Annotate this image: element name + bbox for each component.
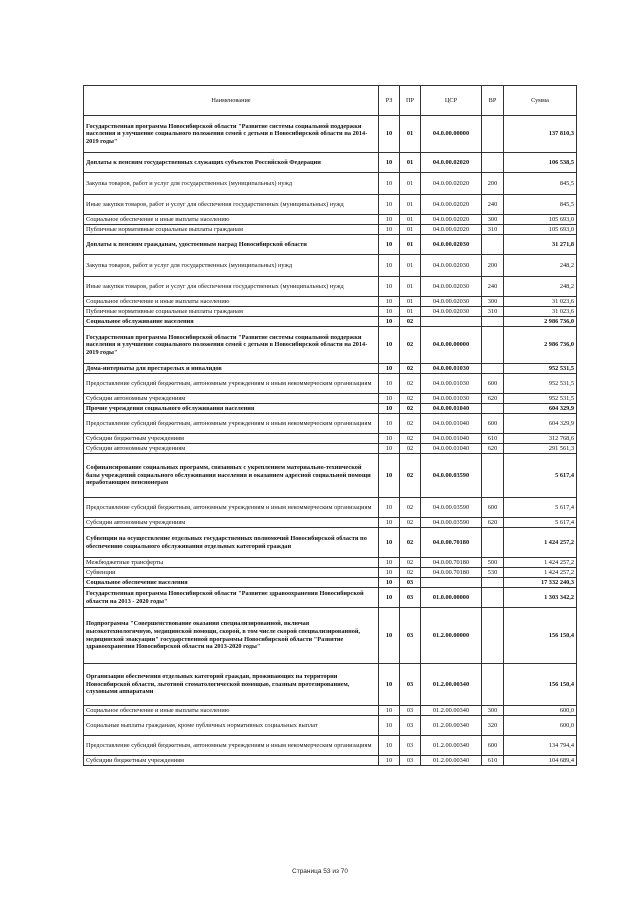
cell-name: Организация обеспечения отдельных категорий граждан, проживающих на территории Новосибирской области, льготной стоматологической помощью, глазным протезированием, слуховыми аппаратами (84, 664, 379, 706)
cell-csr (421, 578, 482, 588)
cell-name: Субсидии автономным учреждениям (84, 444, 379, 454)
table-row (84, 568, 577, 578)
cell-vr (482, 327, 504, 364)
cell-csr: 04.0.00.02030 (421, 307, 482, 317)
cell-pr: 03 (400, 736, 421, 756)
cell-pr: 02 (400, 414, 421, 434)
cell-name: Социальные выплаты гражданам, кроме публичных нормативных социальных выплат (84, 716, 379, 736)
header-sum: Сумма (504, 86, 577, 116)
cell-name: Иные закупки товаров, работ и услуг для обеспечения государственных (муниципальных) нужд (84, 277, 379, 297)
table-row (84, 307, 577, 317)
cell-pr: 02 (400, 434, 421, 444)
cell-name: Дома-интернаты для престарелых и инвалидов (84, 364, 379, 374)
cell-name: Субвенции на осуществление отдельных государственных полномочий Новосибирской области по обеспечению социального обслуживания отдельных категорий граждан (84, 528, 379, 558)
cell-vr: 600 (482, 374, 504, 394)
table-row (84, 578, 577, 588)
cell-rz: 10 (379, 327, 400, 364)
cell-rz: 10 (379, 297, 400, 307)
cell-sum: 105 693,0 (504, 225, 577, 235)
cell-name: Государственная программа Новосибирской области "Развитие системы социальной поддержки населения и улучшение социального положения семей с детьми в Новосибирской области на 2014-2019 годы" (84, 327, 379, 364)
cell-rz: 10 (379, 568, 400, 578)
cell-sum: 5 617,4 (504, 518, 577, 528)
cell-sum: 31 023,6 (504, 307, 577, 317)
cell-rz: 10 (379, 608, 400, 664)
cell-sum: 1 424 257,2 (504, 528, 577, 558)
cell-csr: 04.0.00.03590 (421, 498, 482, 518)
table-body (84, 116, 577, 766)
cell-csr: 04.0.00.02030 (421, 255, 482, 277)
cell-sum: 5 617,4 (504, 498, 577, 518)
cell-pr: 02 (400, 498, 421, 518)
cell-vr: 300 (482, 297, 504, 307)
table-row (84, 664, 577, 706)
cell-csr: 04.0.00.02020 (421, 225, 482, 235)
cell-pr: 02 (400, 444, 421, 454)
table-row (84, 225, 577, 235)
cell-csr: 04.0.00.00000 (421, 327, 482, 364)
cell-rz: 10 (379, 756, 400, 766)
cell-rz: 10 (379, 317, 400, 327)
cell-rz: 10 (379, 558, 400, 568)
cell-vr: 610 (482, 756, 504, 766)
header-vr: ВР (482, 86, 504, 116)
cell-csr: 04.0.00.02020 (421, 215, 482, 225)
cell-name: Субсидии автономным учреждениям (84, 394, 379, 404)
cell-name: Социальное обеспечение и иные выплаты населению (84, 297, 379, 307)
page-footer: Страница 53 из 70 (292, 868, 348, 875)
cell-sum: 2 986 736,0 (504, 327, 577, 364)
cell-vr (482, 578, 504, 588)
cell-rz: 10 (379, 664, 400, 706)
cell-sum: 5 617,4 (504, 454, 577, 498)
cell-name: Подпрограмма "Совершенствование оказания специализированной, включая высокотехнологичную, медицинской помощи, скорой, в том числе скорой специализированной, медицинской эвакуации" государственной программы Новосибирской области "Развитие здравоохранения Новосибирской области на 2013-2020 годы" (84, 608, 379, 664)
table-row (84, 414, 577, 434)
cell-pr: 01 (400, 307, 421, 317)
cell-vr: 500 (482, 558, 504, 568)
table-row (84, 235, 577, 255)
cell-sum: 604 329,9 (504, 404, 577, 414)
cell-csr: 04.0.00.01030 (421, 394, 482, 404)
cell-vr (482, 454, 504, 498)
table-row (84, 498, 577, 518)
cell-pr: 02 (400, 528, 421, 558)
cell-vr: 300 (482, 215, 504, 225)
table-row (84, 454, 577, 498)
cell-name: Субсидии бюджетным учреждениям (84, 434, 379, 444)
cell-csr: 04.0.00.70180 (421, 568, 482, 578)
cell-name: Прочие учреждения социального обслуживания населения (84, 404, 379, 414)
cell-vr (482, 235, 504, 255)
cell-pr: 03 (400, 664, 421, 706)
cell-csr: 04.0.00.01030 (421, 364, 482, 374)
cell-sum: 604 329,9 (504, 414, 577, 434)
cell-vr (482, 404, 504, 414)
cell-pr: 03 (400, 588, 421, 608)
cell-rz: 10 (379, 706, 400, 716)
cell-rz: 10 (379, 255, 400, 277)
cell-vr: 620 (482, 444, 504, 454)
cell-rz: 10 (379, 498, 400, 518)
cell-pr: 01 (400, 277, 421, 297)
cell-csr: 04.0.00.02020 (421, 173, 482, 195)
cell-rz: 10 (379, 588, 400, 608)
table-row (84, 608, 577, 664)
cell-sum: 137 810,3 (504, 116, 577, 153)
cell-name: Социальное обеспечение и иные выплаты населению (84, 706, 379, 716)
cell-pr: 02 (400, 394, 421, 404)
cell-vr: 240 (482, 277, 504, 297)
cell-csr: 01.2.00.00340 (421, 756, 482, 766)
cell-vr: 300 (482, 706, 504, 716)
cell-vr: 620 (482, 394, 504, 404)
cell-sum: 952 531,5 (504, 374, 577, 394)
cell-pr: 02 (400, 454, 421, 498)
cell-vr: 200 (482, 173, 504, 195)
table-row (84, 404, 577, 414)
cell-name: Предоставление субсидий бюджетным, автономным учреждениям и иным некоммерческим организациям (84, 414, 379, 434)
cell-rz: 10 (379, 173, 400, 195)
table-row (84, 444, 577, 454)
cell-pr: 03 (400, 716, 421, 736)
cell-sum: 952 531,5 (504, 364, 577, 374)
cell-sum: 312 768,6 (504, 434, 577, 444)
cell-rz: 10 (379, 116, 400, 153)
cell-sum: 31 271,8 (504, 235, 577, 255)
table-row (84, 558, 577, 568)
cell-vr: 610 (482, 434, 504, 444)
table-row (84, 364, 577, 374)
cell-pr: 03 (400, 756, 421, 766)
cell-pr: 03 (400, 706, 421, 716)
cell-name: Государственная программа Новосибирской области "Развитие здравоохранения Новосибирской области на 2013 - 2020 годы" (84, 588, 379, 608)
cell-csr: 01.2.00.00000 (421, 608, 482, 664)
cell-pr: 03 (400, 578, 421, 588)
table-row (84, 434, 577, 444)
cell-vr: 200 (482, 255, 504, 277)
cell-csr: 04.0.00.70180 (421, 528, 482, 558)
table-row (84, 277, 577, 297)
cell-vr: 310 (482, 307, 504, 317)
cell-pr: 03 (400, 608, 421, 664)
cell-sum: 845,5 (504, 173, 577, 195)
cell-name: Софинансирование социальных программ, связанных с укреплением материально-технической базы учреждений социального обслуживания населения и оказанием адресной социальной помощи неработающим пенсионерам (84, 454, 379, 498)
cell-csr: 04.0.00.03590 (421, 518, 482, 528)
cell-pr: 02 (400, 558, 421, 568)
cell-csr: 04.0.00.01040 (421, 434, 482, 444)
cell-pr: 02 (400, 374, 421, 394)
table-row (84, 756, 577, 766)
cell-sum: 134 794,4 (504, 736, 577, 756)
cell-rz: 10 (379, 434, 400, 444)
cell-sum: 156 150,4 (504, 608, 577, 664)
cell-rz: 10 (379, 215, 400, 225)
cell-csr: 04.0.00.01030 (421, 374, 482, 394)
cell-csr: 04.0.00.03590 (421, 454, 482, 498)
cell-sum: 1 424 257,2 (504, 568, 577, 578)
cell-rz: 10 (379, 153, 400, 173)
cell-rz: 10 (379, 404, 400, 414)
cell-vr: 320 (482, 716, 504, 736)
table-row (84, 528, 577, 558)
cell-sum: 952 531,5 (504, 394, 577, 404)
header-csr: ЦСР (421, 86, 482, 116)
cell-csr: 04.0.00.01040 (421, 444, 482, 454)
cell-rz: 10 (379, 195, 400, 215)
cell-sum: 156 150,4 (504, 664, 577, 706)
cell-csr: 01.2.00.00340 (421, 716, 482, 736)
cell-vr (482, 528, 504, 558)
table-row (84, 215, 577, 225)
cell-rz: 10 (379, 736, 400, 756)
cell-rz: 10 (379, 414, 400, 434)
cell-name: Доплаты к пенсиям гражданам, удостоенным наград Новосибирской области (84, 235, 379, 255)
cell-rz: 10 (379, 716, 400, 736)
cell-csr: 01.2.00.00340 (421, 664, 482, 706)
cell-pr: 01 (400, 195, 421, 215)
cell-rz: 10 (379, 444, 400, 454)
table-row (84, 153, 577, 173)
cell-pr: 02 (400, 364, 421, 374)
cell-vr: 530 (482, 568, 504, 578)
cell-vr: 600 (482, 736, 504, 756)
header-name: Наименование (84, 86, 379, 116)
cell-rz: 10 (379, 518, 400, 528)
cell-rz: 10 (379, 578, 400, 588)
cell-rz: 10 (379, 307, 400, 317)
cell-csr: 04.0.00.02020 (421, 195, 482, 215)
cell-pr: 02 (400, 518, 421, 528)
cell-rz: 10 (379, 454, 400, 498)
table-row (84, 716, 577, 736)
cell-name: Предоставление субсидий бюджетным, автономным учреждениям и иным некоммерческим организациям (84, 498, 379, 518)
header-pr: ПР (400, 86, 421, 116)
cell-name: Субвенции (84, 568, 379, 578)
table-row (84, 706, 577, 716)
header-rz: РЗ (379, 86, 400, 116)
cell-csr: 04.0.00.02030 (421, 235, 482, 255)
cell-vr (482, 317, 504, 327)
cell-name: Социальное обеспечение населения (84, 578, 379, 588)
cell-name: Социальное обеспечение и иные выплаты населению (84, 215, 379, 225)
cell-csr: 01.0.00.00000 (421, 588, 482, 608)
table-row (84, 736, 577, 756)
cell-rz: 10 (379, 225, 400, 235)
cell-pr: 02 (400, 568, 421, 578)
cell-csr: 04.0.00.01040 (421, 404, 482, 414)
cell-pr: 02 (400, 327, 421, 364)
cell-pr: 01 (400, 225, 421, 235)
cell-csr: 04.0.00.01040 (421, 414, 482, 434)
cell-sum: 106 538,5 (504, 153, 577, 173)
cell-sum: 248,2 (504, 277, 577, 297)
table-row (84, 317, 577, 327)
cell-pr: 01 (400, 215, 421, 225)
cell-pr: 01 (400, 255, 421, 277)
table-header-row (84, 86, 577, 116)
cell-pr: 01 (400, 153, 421, 173)
cell-csr: 04.0.00.70180 (421, 558, 482, 568)
cell-vr (482, 588, 504, 608)
budget-table (83, 85, 577, 766)
cell-rz: 10 (379, 277, 400, 297)
cell-rz: 10 (379, 364, 400, 374)
cell-name: Закупка товаров, работ и услуг для государственных (муниципальных) нужд (84, 173, 379, 195)
cell-name: Публичные нормативные социальные выплаты гражданам (84, 225, 379, 235)
cell-csr (421, 317, 482, 327)
cell-csr: 04.0.00.02030 (421, 277, 482, 297)
cell-name: Закупка товаров, работ и услуг для государственных (муниципальных) нужд (84, 255, 379, 277)
cell-name: Доплаты к пенсиям государственных служащих субъектов Российской Федерации (84, 153, 379, 173)
cell-rz: 10 (379, 374, 400, 394)
table-row (84, 116, 577, 153)
cell-sum: 31 023,6 (504, 297, 577, 307)
cell-sum: 1 424 257,2 (504, 558, 577, 568)
cell-name: Публичные нормативные социальные выплаты гражданам (84, 307, 379, 317)
table-row (84, 255, 577, 277)
cell-sum: 105 693,0 (504, 215, 577, 225)
table-row (84, 394, 577, 404)
table-row (84, 518, 577, 528)
table-row (84, 374, 577, 394)
cell-pr: 02 (400, 317, 421, 327)
cell-name: Социальное обслуживание населения (84, 317, 379, 327)
cell-sum: 600,0 (504, 716, 577, 736)
cell-name: Субсидии автономным учреждениям (84, 518, 379, 528)
cell-csr: 04.0.00.02020 (421, 153, 482, 173)
cell-sum: 291 561,3 (504, 444, 577, 454)
cell-name: Субсидии бюджетным учреждениям (84, 756, 379, 766)
cell-vr: 240 (482, 195, 504, 215)
cell-vr: 600 (482, 498, 504, 518)
cell-name: Иные закупки товаров, работ и услуг для обеспечения государственных (муниципальных) нужд (84, 195, 379, 215)
cell-vr (482, 364, 504, 374)
cell-pr: 01 (400, 173, 421, 195)
cell-rz: 10 (379, 528, 400, 558)
cell-vr: 600 (482, 414, 504, 434)
cell-csr: 01.2.00.00340 (421, 706, 482, 716)
cell-sum: 600,0 (504, 706, 577, 716)
cell-pr: 01 (400, 116, 421, 153)
cell-csr: 04.0.00.00000 (421, 116, 482, 153)
cell-rz: 10 (379, 235, 400, 255)
cell-sum: 1 303 342,2 (504, 588, 577, 608)
cell-name: Предоставление субсидий бюджетным, автономным учреждениям и иным некоммерческим организациям (84, 736, 379, 756)
table-row (84, 195, 577, 215)
table-row (84, 327, 577, 364)
cell-sum: 2 986 736,0 (504, 317, 577, 327)
table-row (84, 297, 577, 307)
table-row (84, 588, 577, 608)
cell-pr: 01 (400, 297, 421, 307)
cell-name: Предоставление субсидий бюджетным, автономным учреждениям и иным некоммерческим организациям (84, 374, 379, 394)
cell-vr (482, 116, 504, 153)
cell-name: Государственная программа Новосибирской области "Развитие системы социальной поддержки населения и улучшение социального положения семей с детьми в Новосибирской области на 2014-2019 годы" (84, 116, 379, 153)
cell-pr: 02 (400, 404, 421, 414)
table-row (84, 173, 577, 195)
cell-sum: 248,2 (504, 255, 577, 277)
cell-vr (482, 608, 504, 664)
cell-pr: 01 (400, 235, 421, 255)
cell-csr: 01.2.00.00340 (421, 736, 482, 756)
cell-rz: 10 (379, 394, 400, 404)
cell-vr (482, 153, 504, 173)
cell-vr: 620 (482, 518, 504, 528)
cell-sum: 104 689,4 (504, 756, 577, 766)
cell-sum: 17 332 240,3 (504, 578, 577, 588)
cell-name: Межбюджетные трансферты (84, 558, 379, 568)
cell-vr (482, 664, 504, 706)
cell-sum: 845,5 (504, 195, 577, 215)
cell-csr: 04.0.00.02030 (421, 297, 482, 307)
cell-vr: 310 (482, 225, 504, 235)
